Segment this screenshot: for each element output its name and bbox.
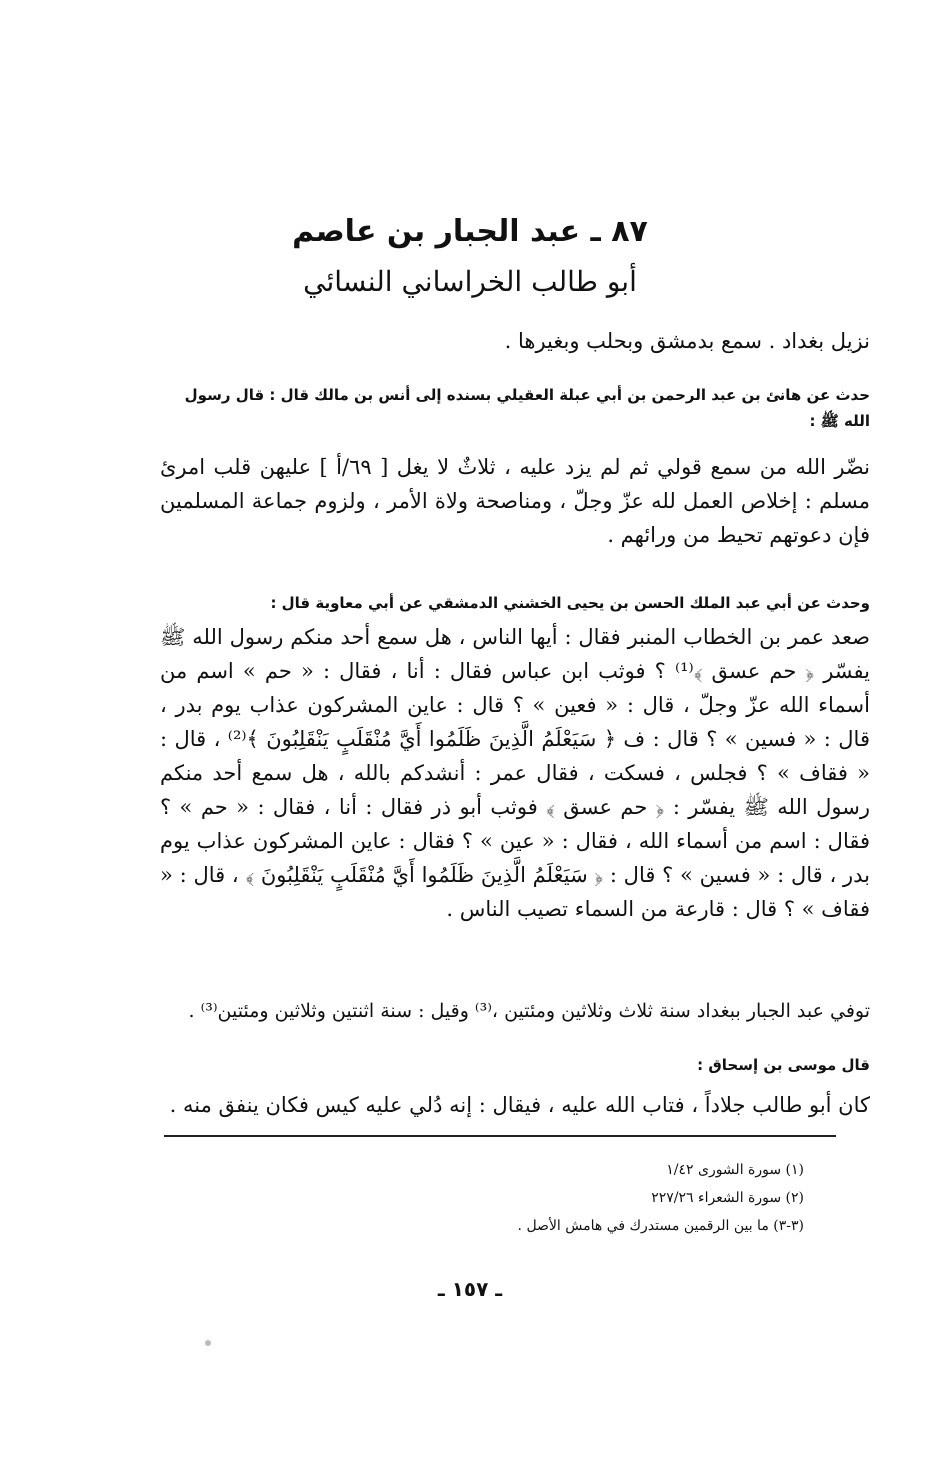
entry-title: ٨٧ ـ عبد الجبار بن عاصم <box>292 214 648 249</box>
musa-isnad: قال موسى بن إسحاق : <box>697 1056 870 1074</box>
footnote-2: (٢) سورة الشعراء ٢٢٧/٢٦ <box>651 1190 804 1206</box>
hadith1-isnad: حدث عن هانئ بن عبد الرحمن بن أبي عبلة العقيلي بسنده إلى أنس بن مالك قال : قال رسول الله ﷺ : <box>184 386 870 430</box>
page-number: ـ ١٥٧ ـ <box>437 1277 503 1301</box>
footnotes <box>400 1156 804 1240</box>
death-note: توفي عبد الجبار ببغداد سنة ثلاث وثلاثين ومئتين ،⁽³⁾ وقيل : سنة اثنتين وثلاثين ومئتين⁽³⁾ . <box>188 1000 870 1022</box>
footnote-1: (١) سورة الشورى ١/٤٢ <box>666 1162 804 1178</box>
musa-text: كان أبو طالب جلاداً ، فتاب الله عليه ، فيقال : إنه دُلي عليه كيس فكان ينفق منه . <box>169 1093 870 1117</box>
footnote-3: (٣-٣) ما بين الرقمين مستدرك في هامش الأصل . <box>517 1218 804 1234</box>
footnote-separator <box>164 1135 836 1137</box>
entry-subtitle: أبو طالب الخراساني النسائي <box>303 265 637 298</box>
hadith2-text: صعد عمر بن الخطاب المنبر فقال : أيها الناس ، هل سمع أحد منكم رسول الله ﷺ يفسّر ﴿ حم عسق ﴾⁽¹⁾ ؟ فوثب ابن عباس فقال : أنا ، فقال : « حم » اسم من أسماء الله عزّ وجلّ ، قال : « فعين » ؟ قال : عاين المشركون عذاب يوم بدر ، قال : « فسين » ؟ قال : ف ﴿ سَيَعْلَمُ الَّذِينَ ظَلَمُوا أَيَّ مُنْقَلَبٍ يَنْقَلِبُونَ ﴾⁽²⁾ ، قال : « فقاف » ؟ فجلس ، فسكت ، فقال عمر : أنشدكم بالله ، هل سمع أحد منكم رسول الله ﷺ يفسّر : ﴿ حم عسق ﴾ فوثب أبو ذر فقال : أنا ، فقال : « حم » ؟ فقال : اسم من أسماء الله ، فقال : « عين » ؟ فقال : عاين المشركون عذاب يوم بدر ، قال : « فسين » ؟ قال : ﴿ سَيَعْلَمُ الَّذِينَ ظَلَمُوا أَيَّ مُنْقَلَبٍ يَنْقَلِبُونَ ﴾ ، قال : « فقاف » ؟ قال : قارعة من السماء تصيب الناس . <box>160 625 870 921</box>
hadith2-isnad: وحدث عن أبي عبد الملك الحسن بن يحيى الخشني الدمشقي عن أبي معاوية قال : <box>270 594 870 612</box>
scan-speck <box>205 1340 211 1346</box>
hadith1-text: نضّر الله من سمع قولي ثم لم يزد عليه ، ثلاثٌ لا يغل [ ٦٩/أ ] عليهن قلب امرئ مسلم : إخلاص العمل لله عزّ وجلّ ، ومناصحة ولاة الأمر ، ولزوم جماعة المسلمين فإن دعوتهم تحيط من ورائهم . <box>160 455 871 547</box>
entry-intro: نزيل بغداد . سمع بدمشق وبحلب وبغيرها . <box>504 329 870 353</box>
